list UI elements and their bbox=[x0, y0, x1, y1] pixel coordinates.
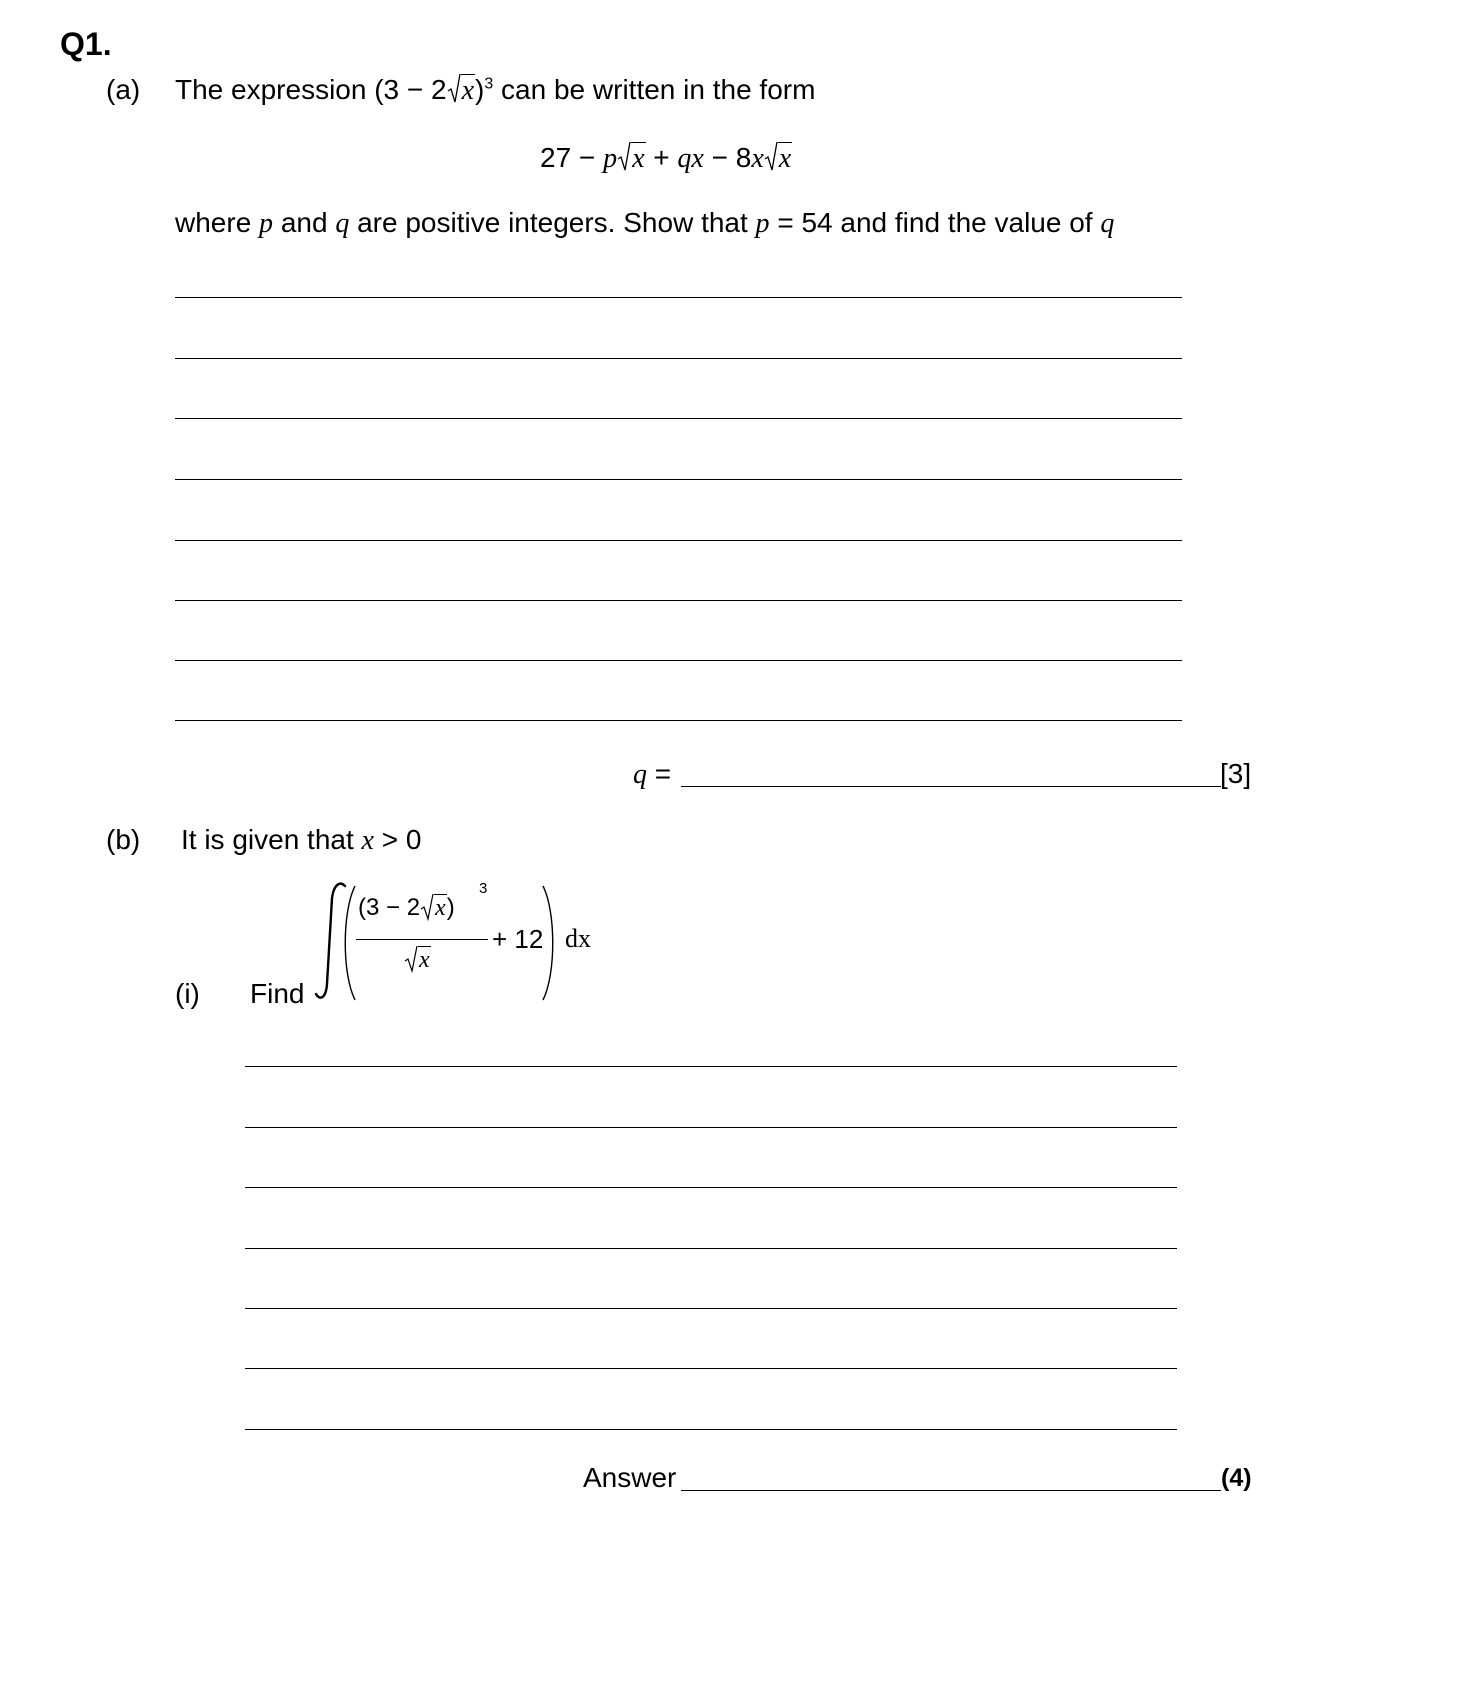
answer-line[interactable] bbox=[245, 1066, 1177, 1067]
answer-label: Answer bbox=[583, 1462, 677, 1493]
text: are positive integers. Show that bbox=[349, 207, 756, 238]
var-p: p bbox=[259, 208, 274, 239]
radicand: x bbox=[435, 895, 446, 921]
answer-line[interactable] bbox=[175, 479, 1182, 480]
form-qx: qx bbox=[677, 143, 704, 174]
denominator bbox=[404, 946, 431, 974]
radicand: x bbox=[419, 947, 430, 973]
form-term-27: 27 − bbox=[540, 142, 604, 173]
answer-line[interactable] bbox=[245, 1127, 1177, 1128]
answer-line[interactable] bbox=[245, 1187, 1177, 1188]
q-answer-prompt bbox=[633, 758, 671, 791]
answer-line[interactable] bbox=[175, 720, 1182, 721]
radicand: x bbox=[778, 143, 792, 174]
question-number: Q1. bbox=[60, 26, 112, 62]
part-b-label: (b) bbox=[106, 824, 141, 855]
answer-line[interactable] bbox=[175, 540, 1182, 541]
sqrt-x bbox=[404, 947, 431, 974]
answer-line[interactable] bbox=[245, 1248, 1177, 1249]
form-p: p bbox=[603, 143, 618, 174]
part-a-intro bbox=[175, 74, 815, 107]
expanded-form bbox=[540, 142, 792, 175]
numerator-close: ) bbox=[446, 894, 455, 921]
answer-line[interactable] bbox=[245, 1308, 1177, 1309]
answer-line[interactable] bbox=[175, 660, 1182, 661]
final-answer-blank[interactable] bbox=[681, 1490, 1221, 1491]
given-var: x bbox=[361, 825, 374, 856]
text: and bbox=[273, 207, 336, 238]
answer-equals: = bbox=[647, 758, 672, 789]
radicand: x bbox=[632, 143, 645, 174]
part-b-given bbox=[181, 824, 421, 857]
intro-power: 3 bbox=[484, 75, 494, 93]
answer-line[interactable] bbox=[245, 1368, 1177, 1369]
intro-close: ) bbox=[475, 74, 485, 105]
var-p: p bbox=[755, 208, 770, 239]
numerator bbox=[358, 894, 455, 922]
right-big-paren bbox=[540, 884, 560, 1002]
answer-line[interactable] bbox=[245, 1429, 1177, 1430]
left-big-paren bbox=[338, 884, 358, 1002]
intro-after: can be written in the form bbox=[493, 74, 816, 105]
find-label: Find bbox=[250, 978, 305, 1009]
marks-part-a: [3] bbox=[1220, 758, 1252, 789]
integral-expression bbox=[312, 880, 612, 1010]
given-before: It is given that bbox=[181, 824, 362, 855]
intro-before: The expression (3 − 2 bbox=[175, 74, 447, 105]
answer-var: q bbox=[633, 759, 647, 790]
sqrt-x bbox=[447, 75, 475, 107]
text: = 54 and find the value of bbox=[769, 207, 1101, 238]
var-q: q bbox=[1100, 208, 1115, 239]
q-answer-blank[interactable] bbox=[681, 786, 1221, 787]
sqrt-x bbox=[617, 143, 645, 175]
dx: dx bbox=[565, 924, 591, 953]
form-x: x bbox=[751, 143, 764, 174]
plus-twelve: + 12 bbox=[492, 924, 544, 954]
answer-line[interactable] bbox=[175, 600, 1182, 601]
fraction-bar bbox=[356, 939, 488, 940]
marks-part-b: (4) bbox=[1221, 1464, 1252, 1492]
radicand: x bbox=[461, 75, 475, 106]
part-a-instruction bbox=[175, 207, 1114, 240]
given-after: > 0 bbox=[373, 824, 422, 855]
var-q: q bbox=[335, 208, 350, 239]
part-a-label: (a) bbox=[106, 74, 141, 105]
answer-line[interactable] bbox=[175, 418, 1182, 419]
answer-line[interactable] bbox=[175, 297, 1182, 298]
form-minus-8: − 8 bbox=[703, 142, 752, 173]
numerator-open: (3 − 2 bbox=[358, 894, 421, 921]
form-plus: + bbox=[645, 142, 678, 173]
text: where bbox=[175, 207, 260, 238]
sub-part-label: (i) bbox=[175, 978, 200, 1009]
answer-line[interactable] bbox=[175, 358, 1182, 359]
sqrt-x bbox=[420, 895, 447, 922]
numerator-power: 3 bbox=[479, 880, 488, 897]
sqrt-x bbox=[764, 143, 792, 175]
